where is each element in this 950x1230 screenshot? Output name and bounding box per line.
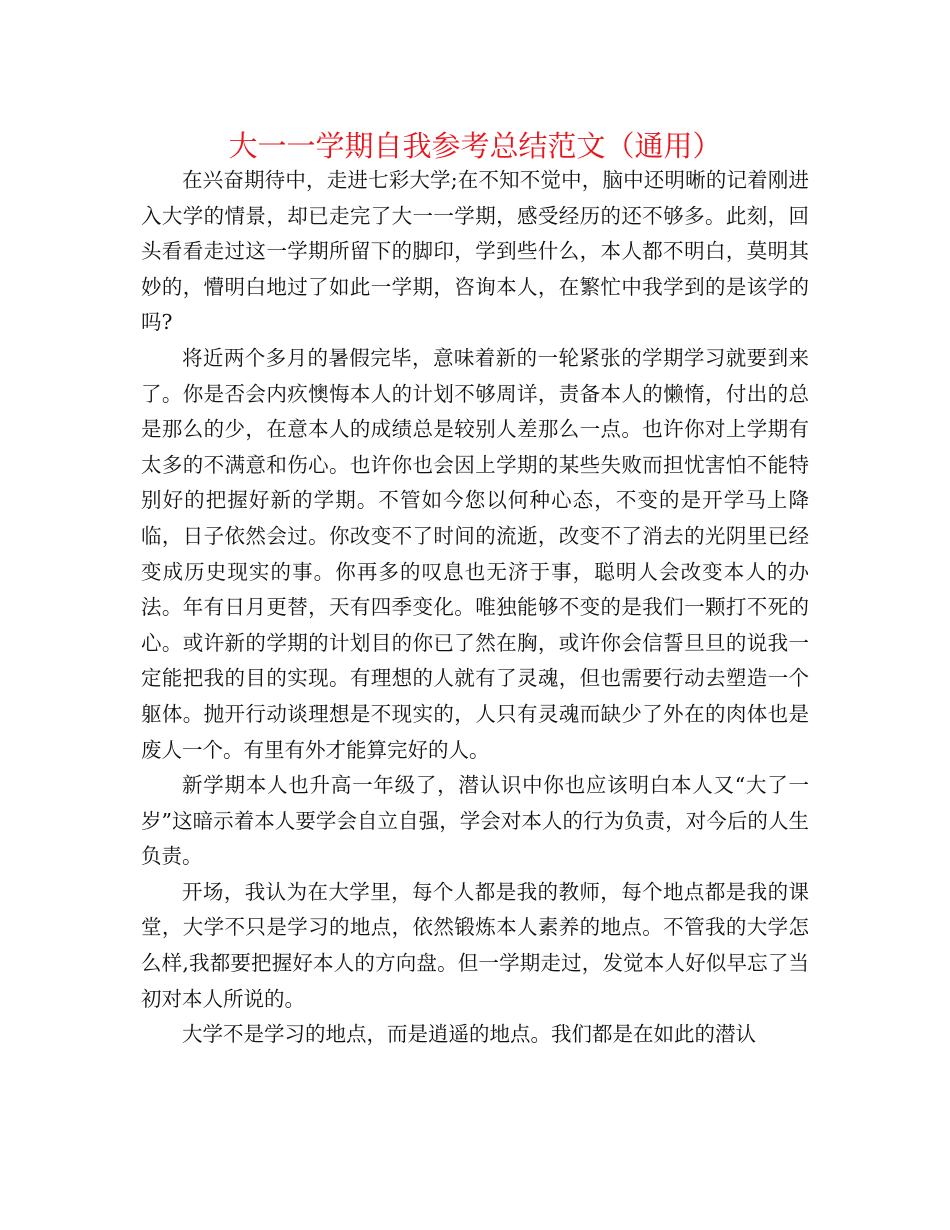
document-body [141, 163, 809, 1053]
paragraph-1: 在兴奋期待中，走进七彩大学;在不知不觉中，脑中还明晰的记着刚进入大学的情景，却已走完了大一一学期，感受经历的还不够多。此刻，回头看看走过这一学期所留下的脚印，学到些什么，本人都不明白，莫明其妙的，懵明白地过了如此一学期，咨询本人，在繁忙中我学到的是该学的吗? [141, 168, 809, 335]
paragraph-2: 将近两个多月的暑假完毕，意味着新的一轮紧张的学期学习就要到来了。你是否会内疚懊悔本人的计划不够周详，责备本人的懒惰，付出的总是那么的少，在意本人的成绩总是较别人差那么一点。也许你对上学期有太多的不满意和伤心。也许你也会因上学期的某些失败而担忧害怕不能特别好的把握好新的学期。不管如今您以何种心态，不变的是开学马上降临，日子依然会过。你改变不了时间的流逝，改变不了消去的光阴里已经变成历史现实的事。你再多的叹息也无济于事，聪明人会改变本人的办法。年有日月更替，天有四季变化。唯独能够不变的是我们一颗打不死的心。或许新的学期的计划目的你已了然在胸，或许你会信誓旦旦的说我一定能把我的目的实现。有理想的人就有了灵魂，但也需要行动去塑造一个躯体。抛开行动谈理想是不现实的，人只有灵魂而缺少了外在的肉体也是废人一个。有里有外才能算完好的人。 [141, 345, 809, 762]
paragraph-5: 大学不是学习的地点，而是逍遥的地点。我们都是在如此的潜认 [182, 1022, 756, 1047]
paragraph-4: 开场，我认为在大学里，每个人都是我的教师，每个地点都是我的课堂，大学不只是学习的地点，依然锻炼本人素养的地点。不管我的大学怎么样,我都要把握好本人的方向盘。但一学期走过，发觉本人好似早忘了当初对本人所说的。 [141, 879, 809, 1011]
document-title: 大一一学期自我参考总结范文（通用） [228, 129, 722, 163]
paragraph-3: 新学期本人也升高一年级了，潜认识中你也应该明白本人又“大了一岁”这暗示着本人要学会自立自强，学会对本人的行为负责，对今后的人生负责。 [141, 773, 809, 869]
